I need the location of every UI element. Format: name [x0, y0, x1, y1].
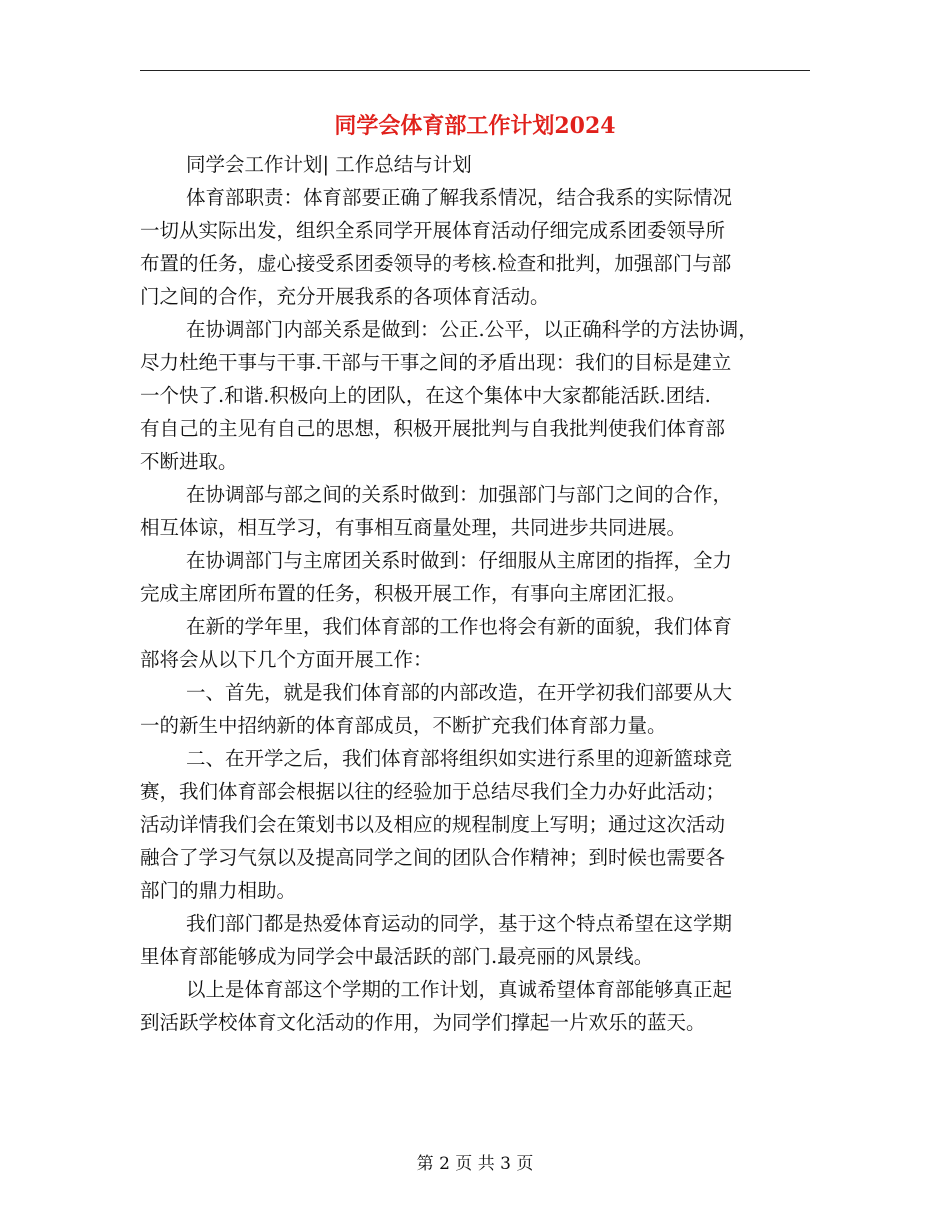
paragraph — [140, 907, 810, 973]
paragraph-line: 完成主席团所布置的任务，积极开展工作，有事向主席团汇报。 — [140, 582, 687, 605]
paragraph-line: 门之间的合作，充分开展我系的各项体育活动。 — [140, 285, 550, 308]
paragraph-first-line: 同学会工作计划| 工作总结与计划 — [186, 153, 472, 176]
paragraph-line: 相互体谅，相互学习，有事相互商量处理，共同进步共同进展。 — [140, 516, 687, 539]
paragraph-line: 融合了学习气氛以及提高同学之间的团队合作精神；到时候也需要各 — [140, 846, 726, 869]
paragraph — [140, 478, 810, 544]
paragraph — [140, 973, 810, 1039]
paragraph — [140, 148, 810, 181]
paragraph-line: 一的新生中招纳新的体育部成员，不断扩充我们体育部力量。 — [140, 714, 667, 737]
paragraph — [140, 676, 810, 742]
paragraph — [140, 544, 810, 610]
page-footer: 第 2 页 共 3 页 — [416, 1154, 534, 1174]
paragraph-line: 部将会从以下几个方面开展工作： — [140, 648, 433, 671]
paragraph-line: 尽力杜绝干事与干事.干部与干事之间的矛盾出现：我们的目标是建立 — [140, 351, 732, 374]
document-title: 同学会体育部工作计划2024 — [334, 113, 616, 139]
paragraph-line: 部门的鼎力相助。 — [140, 879, 297, 902]
paragraph — [140, 610, 810, 676]
paragraph-first-line: 在新的学年里，我们体育部的工作也将会有新的面貌，我们体育 — [186, 615, 733, 638]
paragraph-line: 活动详情我们会在策划书以及相应的规程制度上写明；通过这次活动 — [140, 813, 726, 836]
paragraph-first-line: 以上是体育部这个学期的工作计划，真诚希望体育部能够真正起 — [186, 978, 733, 1001]
paragraph-line: 有自己的主见有自己的思想，积极开展批判与自我批判使我们体育部 — [140, 417, 726, 440]
paragraph — [140, 181, 810, 313]
paragraph-line: 一切从实际出发，组织全系同学开展体育活动仔细完成系团委领导所 — [140, 219, 726, 242]
paragraph-line: 不断进取。 — [140, 450, 238, 473]
paragraph-first-line: 体育部职责：体育部要正确了解我系情况，结合我系的实际情况 — [186, 186, 733, 209]
document-body — [140, 148, 810, 1039]
paragraph-line: 赛，我们体育部会根据以往的经验加于总结尽我们全力办好此活动； — [140, 780, 726, 803]
paragraph-first-line: 我们部门都是热爱体育运动的同学，基于这个特点希望在这学期 — [186, 912, 733, 935]
paragraph-first-line: 在协调部门内部关系是做到：公正.公平，以正确科学的方法协调， — [186, 318, 758, 341]
paragraph-first-line: 在协调部与部之间的关系时做到：加强部门与部门之间的合作， — [186, 483, 733, 506]
paragraph-line: 到活跃学校体育文化活动的作用，为同学们撑起一片欢乐的蓝天。 — [140, 1011, 706, 1034]
paragraph-first-line: 一、首先，就是我们体育部的内部改造，在开学初我们部要从大 — [186, 681, 733, 704]
paragraph — [140, 742, 810, 907]
header-rule — [140, 70, 810, 71]
paragraph-first-line: 在协调部门与主席团关系时做到：仔细服从主席团的指挥，全力 — [186, 549, 733, 572]
paragraph-line: 一个快了.和谐.积极向上的团队，在这个集体中大家都能活跃.团结. — [140, 384, 711, 407]
paragraph-line: 布置的任务，虚心接受系团委领导的考核.检查和批判，加强部门与部 — [140, 252, 732, 275]
paragraph-first-line: 二、在开学之后，我们体育部将组织如实进行系里的迎新篮球竞 — [186, 747, 733, 770]
paragraph — [140, 313, 810, 478]
paragraph-line: 里体育部能够成为同学会中最活跃的部门.最亮丽的风景线。 — [140, 945, 654, 968]
